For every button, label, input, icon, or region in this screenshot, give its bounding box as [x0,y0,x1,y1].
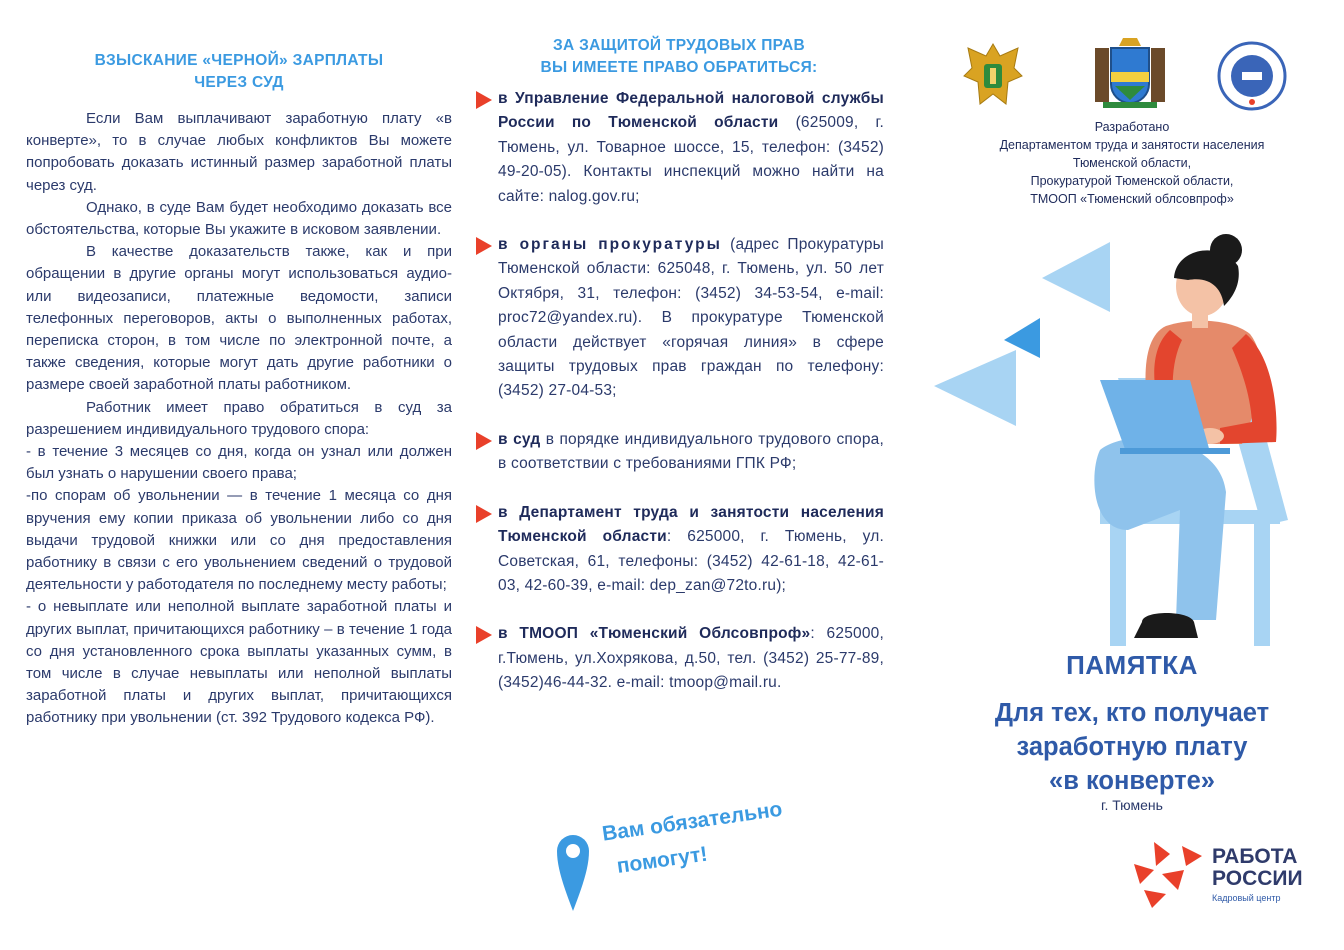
triangle-decoration [1042,242,1110,312]
contacts-section [474,0,884,696]
triangle-decoration [1004,318,1040,358]
tyumen-coat-of-arms-icon [1085,34,1175,114]
brochure-title: ПАМЯТКА [1066,650,1198,680]
credits: Разработано Департаментом труда и занятости населения Тюменской области, Прокуратурой Тюменской области, ТМООП «Тюменский облсовпроф» [999,120,1265,206]
paragraph: -по спорам об увольнении — в течение 1 месяца со дня вручения ему копии приказа об увольнении либо со дня выдачи трудовой книжки или со дня предоставления работнику в связи с его увольнением сведений о трудовой деятельности у работодателя по последнему месту работы; [26,487,452,594]
brochure-subtitle: Для тех, кто получает заработную плату «в конверте» [994,699,1270,795]
city-label: г. Тюмень [1101,797,1163,813]
paragraph: В качестве доказательств также, как и при обращении в другие органы могут использоваться аудио- или видеозаписи, платежные ведомости, записи телефонных переговоров, акты о выполненных работах, переписка сторон, в том числе по электронной почте, а также сведения, которые могут дать другие работники о размере своей заработной платы работником. [26,243,452,394]
paragraph: - в течение 3 месяцев со дня, когда он узнал или должен был узнать о нарушении своего права; [26,443,452,483]
cover-panel [920,0,1344,950]
triangle-decoration [934,350,1016,426]
arrow-icon [476,505,492,523]
woman-with-laptop-illustration [920,230,1344,650]
contact-item-tax: в Управление Федеральной налоговой службы России по Тюменской области (625009, г. Тюмень, ул. Товарное шоссе, 15, телефон: (3452) 49-20-05). Контакты инспекций можно найти на сайте: nalog.gov.ru; [474,87,884,209]
location-pin-icon [555,815,591,913]
contact-item-prosecutor: в органы прокуратуры (адрес Прокуратуры Тюменской области: 625048, г. Тюмень, ул. 50 лет Октября, 31, телефон: (3452) 34-53-54, e-mail: proc72@yandex.ru). В прокуратуре Тюменской области действует «горячая линия» в сфере защиты трудовых прав граждан по телефону: (3452) 27-04-53; [474,233,884,404]
arrow-icon [476,432,492,450]
contacts-section-title: ЗА ЗАЩИТОЙ ТРУДОВЫХ ПРАВ ВЫ ИМЕЕТЕ ПРАВО ОБРАТИТЬСЯ: [540,37,818,76]
contact-item-trade-union: в ТМООП «Тюменский Облсовпроф»: 625000, г.Тюмень, ул.Хохрякова, д.50, тел. (3452) 25-77-89, (3452)46-44-32. e-mail: tmoop@mail.ru. [474,622,884,695]
tax-service-emblem-icon [960,38,1026,112]
contact-item-court: в суд в порядке индивидуального трудового спора, в соответствии с требованиями ГПК РФ; [474,428,884,477]
trade-union-emblem-icon [1216,40,1288,112]
paragraph: - о невыплате или неполной выплате заработной платы и других выплат, причитающихся работнику – в течение 1 года со дня установленного срока выплаты указанных сумм, в том числе в случае невыплаты или неполной выплаты заработной платы и других выплат, причитающихся работнику при увольнении (ст. 392 Трудового кодекса РФ). [26,598,452,727]
court-section [26,0,452,730]
arrow-icon [476,91,492,109]
rabota-rossii-logo-subtitle: Кадровый центр [1212,893,1281,903]
rabota-rossii-logo-text: РАБОТА РОССИИ [1212,845,1303,890]
help-note: Вам обязательно помогут! [600,797,784,879]
paragraph: Работник имеет право обратиться в суд за разрешением индивидуального трудового спора: [26,398,452,438]
paragraph: Однако, в суде Вам будет необходимо доказать все обстоятельства, которые Вы укажите в исковом заявлении. [26,198,452,239]
contact-item-labor-department: в Департамент труда и занятости населения Тюменской области: 625000, г. Тюмень, ул. Советская, 61, телефоны: (3452) 42-61-18, 42-61-03, 42-60-39, e-mail: dep_zan@72to.ru); [474,501,884,599]
arrow-icon [476,237,492,255]
arrow-icon [476,626,492,644]
court-section-title: ВЗЫСКАНИЕ «ЧЕРНОЙ» ЗАРПЛАТЫ ЧЕРЕЗ СУД [94,52,384,91]
rabota-rossii-logo-icon [1132,840,1204,910]
paragraph: Если Вам выплачивают заработную плату «в конверте», то в случае любых конфликтов Вы можете попробовать доказать истинный размер заработной платы через суд. [26,110,452,194]
